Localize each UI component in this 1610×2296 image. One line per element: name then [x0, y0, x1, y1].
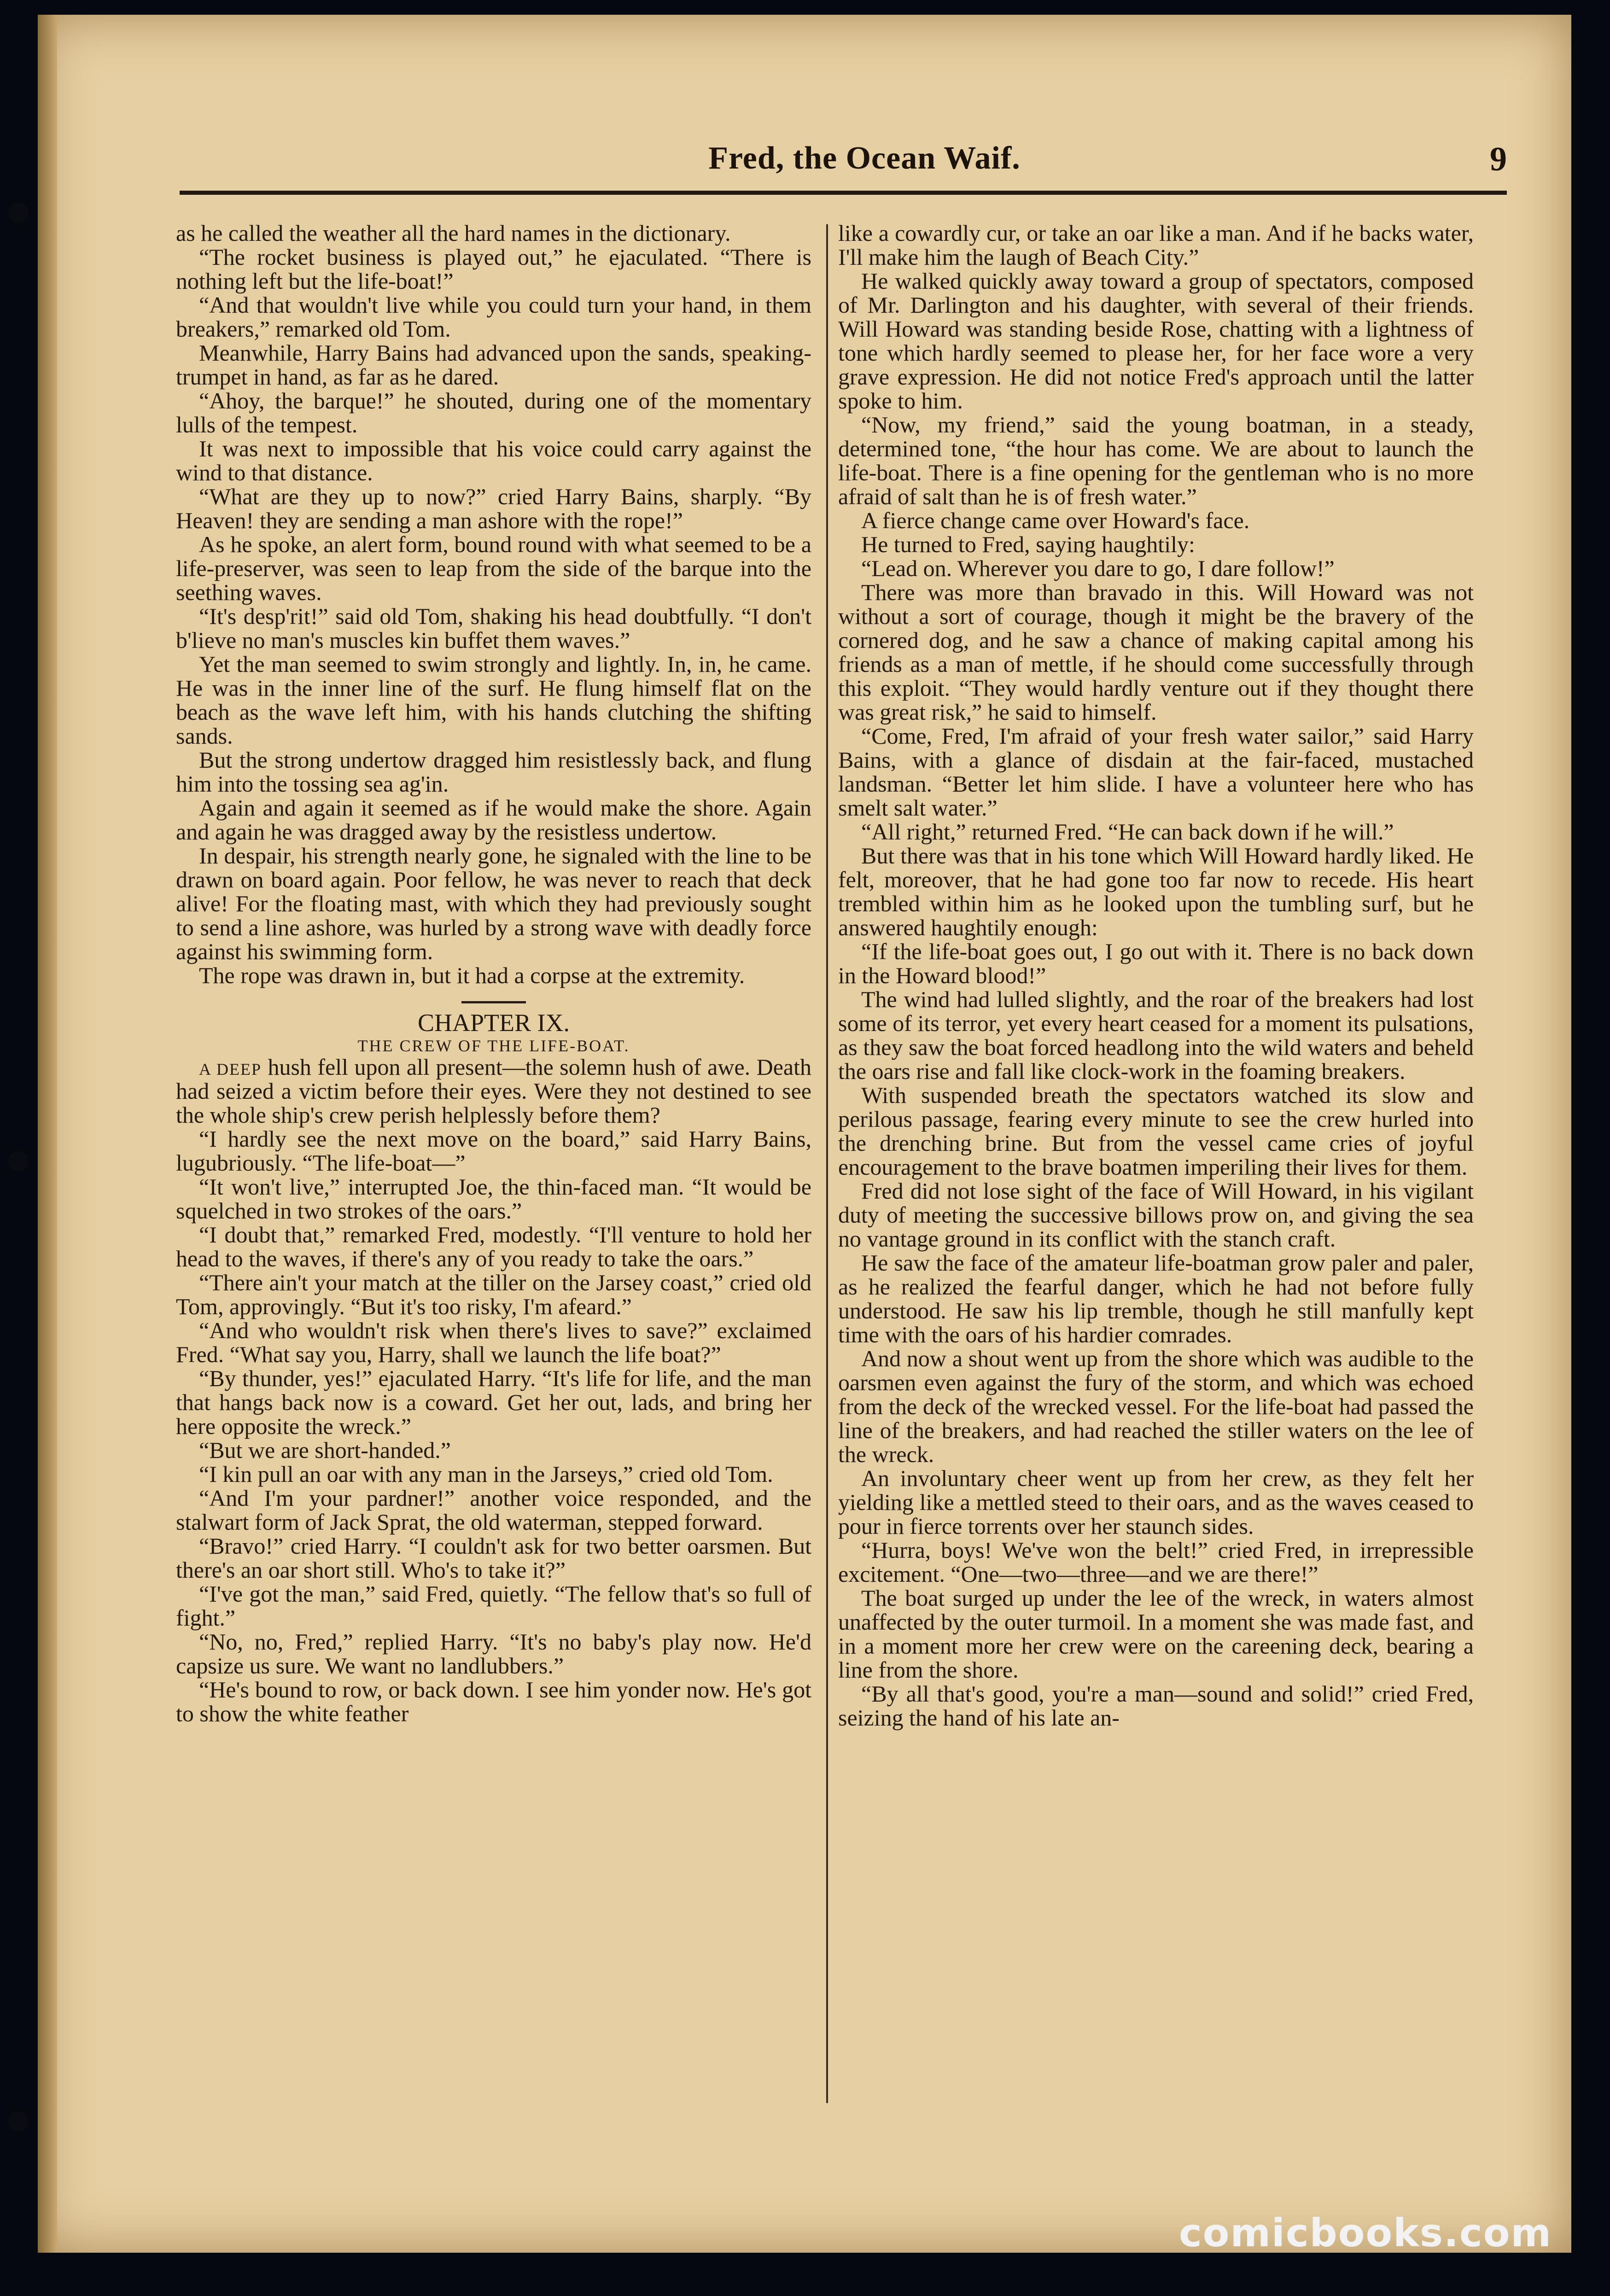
paragraph: like a cowardly cur, or take an oar like a man. And if he backs water, I'll make him the laugh of Beach City.” — [838, 221, 1474, 270]
paragraph: As he spoke, an alert form, bound round with what seemed to be a life-preserver, was seen to leap from the side of the barque into the seething waves. — [176, 531, 811, 605]
chapter-title: CHAPTER IX. — [417, 1009, 570, 1037]
paragraph: Again and again it seemed as if he would make the shore. Again and again he was dragged away by the resistless undertow. — [176, 795, 811, 845]
paragraph: The wind had lulled slightly, and the roar of the breakers had lost some of its terror, yet every heart ceased for a moment its pulsations, as they saw the boat forced headlong into the wild waters and beheld the oars rise and fall like clock-work in the foaming breakers. — [838, 986, 1474, 1084]
paragraph: “I hardly see the next move on the board,” said Harry Bains, lugubriously. “The life-boat—” — [176, 1125, 811, 1176]
paragraph: And now a shout went up from the shore which was audible to the oarsmen even against the fury of the storm, and which was echoed from the deck of the wrecked vessel. For the life-boat had passed the line of the breakers, and had reached the stiller waters on the lee of the wreck. — [838, 1346, 1474, 1467]
paragraph: In despair, his strength nearly gone, he signaled with the line to be drawn on board again. Poor fellow, he was never to reach that deck alive! For the floating mast, with which they had previously sought to send a line ashore, was hurled by a strong wave with deadly force against his swimming form. — [176, 843, 811, 964]
paragraph: “By all that's good, you're a man—sound and solid!” cried Fred, seizing the hand of his late an- — [838, 1681, 1474, 1731]
header-rule — [180, 191, 1507, 195]
paragraph: “And who wouldn't risk when there's lives to save?” exclaimed Fred. “What say you, Harry, shall we launch the life boat?” — [176, 1317, 811, 1367]
paragraph: It was next to impossible that his voice could carry against the wind to that distance. — [176, 436, 811, 485]
chapter-rule — [461, 1001, 526, 1003]
paragraph: “Lead on. Wherever you dare to go, I dare follow!” — [861, 555, 1335, 581]
paragraph: There was more than bravado in this. Will Howard was not without a sort of courage, though it might be the bravery of the cornered dog, and he saw a chance of making capital among his friends as a man of mettle, if he should come successfully through this exploit. “They would hardly venture out if they thought there was great risk,” he said to himself. — [838, 579, 1474, 725]
paragraph: “But we are short-handed.” — [199, 1437, 451, 1463]
paragraph: An involuntary cheer went up from her crew, as they felt her yielding like a mettled steed to their oars, and as the waves ceased to pour in fierce torrents over her staunch sides. — [838, 1465, 1474, 1539]
paragraph: “All right,” returned Fred. “He can back down if he will.” — [861, 819, 1394, 845]
paragraph: He saw the face of the amateur life-boatman grow paler and paler, as he realized the fearful danger, which he had not before fully understood. He saw his lip tremble, though he still manfully kept time with the oars of his hardier comrades. — [838, 1250, 1474, 1347]
paragraph: “Bravo!” cried Harry. “I couldn't ask for two better oarsmen. But there's an oar short still. Who's to take it?” — [176, 1533, 811, 1583]
magazine-page — [38, 15, 1571, 2253]
paragraph: Yet the man seemed to swim strongly and lightly. In, in, he came. He was in the inner line of the surf. He flung himself flat on the beach as the wave left him, with his hands clutching the shifting sands. — [176, 651, 811, 749]
binding-hole — [8, 1151, 29, 1171]
page-number: 9 — [1490, 140, 1507, 178]
chapter-first-text: hush fell upon all present—the solemn hush of awe. Death had seized a victim before their eyes. Were they not destined to see the whole ship's crew perish helplessly before them? — [176, 1054, 811, 1128]
paragraph: “I've got the man,” said Fred, quietly. “The fellow that's so full of fight.” — [176, 1580, 811, 1631]
chapter-lead-word: A DEEP — [199, 1060, 262, 1078]
right-paragraphs — [838, 221, 1474, 1730]
chapter-heading — [176, 1001, 811, 1055]
paragraph: He walked quickly away toward a group of spectators, composed of Mr. Darlington and his daughter, with several of their friends. Will Howard was standing beside Rose, chatting with a lightness of tone which hardly seemed to please her, for her face wore a very grave expression. He did not notice Fred's approach until the latter spoke to him. — [838, 268, 1474, 414]
paragraph: “If the life-boat goes out, I go out with it. There is no back down in the Howard blood!” — [838, 938, 1474, 988]
paragraph: “What are they up to now?” cried Harry Bains, sharply. “By Heaven! they are sending a man ashore with the rope!” — [176, 484, 811, 533]
paragraph: “It's desp'rit!” said old Tom, shaking his head doubtfully. “I don't b'lieve no man's muscles kin buffet them waves.” — [176, 603, 811, 653]
paragraph: The boat surged up under the lee of the wreck, in waters almost unaffected by the outer turmoil. In a moment she was made fast, and in a moment more her crew were on the careening deck, bearing a line from the shore. — [838, 1585, 1474, 1683]
binding-hole — [8, 2111, 29, 2132]
paragraph: “And I'm your pardner!” another voice responded, and the stalwart form of Jack Sprat, the old waterman, stepped forward. — [176, 1485, 811, 1535]
paragraph: But the strong undertow dragged him resistlessly back, and flung him into the tossing sea ag'in. — [176, 747, 811, 797]
paragraph: With suspended breath the spectators watched its slow and perilous passage, fearing every minute to see the crew hurled into the drenching brine. But from the vessel came cries of joyful encouragement to the brave boatmen imperiling their lives for them. — [838, 1082, 1474, 1180]
binding-hole — [8, 203, 29, 223]
column-divider — [826, 224, 828, 2103]
right-column — [838, 221, 1474, 2127]
left-paragraphs-before — [176, 221, 811, 987]
paragraph: “I kin pull an oar with any man in the Jarseys,” cried old Tom. — [199, 1461, 773, 1487]
paragraph: “Ahoy, the barque!” he shouted, during one of the momentary lulls of the tempest. — [176, 388, 811, 437]
paragraph: A fierce change came over Howard's face. — [861, 507, 1250, 533]
paragraph: “Hurra, boys! We've won the belt!” cried Fred, in irrepressible excitement. “One—two—three—and we are there!” — [838, 1537, 1474, 1587]
paragraph: The rope was drawn in, but it had a corpse at the extremity. — [199, 962, 745, 988]
paragraph: “There ain't your match at the tiller on the Jarsey coast,” cried old Tom, approvingly. “But it's too risky, I'm afeard.” — [176, 1269, 811, 1319]
paragraph: “By thunder, yes!” ejaculated Harry. “It's life for life, and the man that hangs back now is a coward. Get her out, lads, and bring her here opposite the wreck.” — [176, 1365, 811, 1439]
left-column — [176, 221, 811, 2127]
left-paragraphs-after — [176, 1127, 811, 1725]
paragraph: He turned to Fred, saying haughtily: — [861, 531, 1195, 557]
paragraph: as he called the weather all the hard names in the dictionary. — [176, 221, 731, 246]
page-binding — [38, 15, 57, 2253]
chapter-first-paragraph — [176, 1055, 811, 1127]
paragraph: “And that wouldn't live while you could turn your hand, in them breakers,” remarked old Tom. — [176, 292, 811, 342]
paragraph: “It won't live,” interrupted Joe, the thin-faced man. “It would be squelched in two strokes of the oars.” — [176, 1173, 811, 1224]
chapter-subtitle: THE CREW OF THE LIFE-BOAT. — [357, 1037, 630, 1055]
paragraph: “No, no, Fred,” replied Harry. “It's no baby's play now. He'd capsize us sure. We want no landlubbers.” — [176, 1628, 811, 1678]
paragraph: “I doubt that,” remarked Fred, modestly. “I'll venture to hold her head to the waves, if there's any of you ready to take the oars.” — [176, 1221, 811, 1271]
paragraph: Fred did not lose sight of the face of Will Howard, in his vigilant duty of meeting the successive billows prow on, and giving the sea no vantage ground in its conflict with the stanch craft. — [838, 1178, 1474, 1252]
paragraph: “He's bound to row, or back down. I see him yonder now. He's got to show the white feather — [176, 1676, 811, 1726]
paragraph: “The rocket business is played out,” he ejaculated. “There is nothing left but the life-boat!” — [176, 244, 811, 294]
watermark-text: comicbooks.com — [1179, 2210, 1552, 2255]
running-header — [222, 140, 1507, 186]
running-title: Fred, the Ocean Waif. — [708, 140, 1021, 176]
paragraph: But there was that in his tone which Will Howard hardly liked. He felt, moreover, that he had gone too far now to recede. His heart trembled within him as he looked upon the tumbling surf, but he answered haughtily enough: — [838, 843, 1474, 940]
paragraph: Meanwhile, Harry Bains had advanced upon the sands, speaking-trumpet in hand, as far as he dared. — [176, 340, 811, 390]
paragraph: “Now, my friend,” said the young boatman, in a steady, determined tone, “the hour has come. We are about to launch the life-boat. There is a fine opening for the gentleman who is no more afraid of salt than he is of fresh water.” — [838, 412, 1474, 509]
paragraph: “Come, Fred, I'm afraid of your fresh water sailor,” said Harry Bains, with a glance of disdain at the fair-faced, mustached landsman. “Better let him slide. I have a volunteer here who has smelt salt water.” — [838, 723, 1474, 821]
